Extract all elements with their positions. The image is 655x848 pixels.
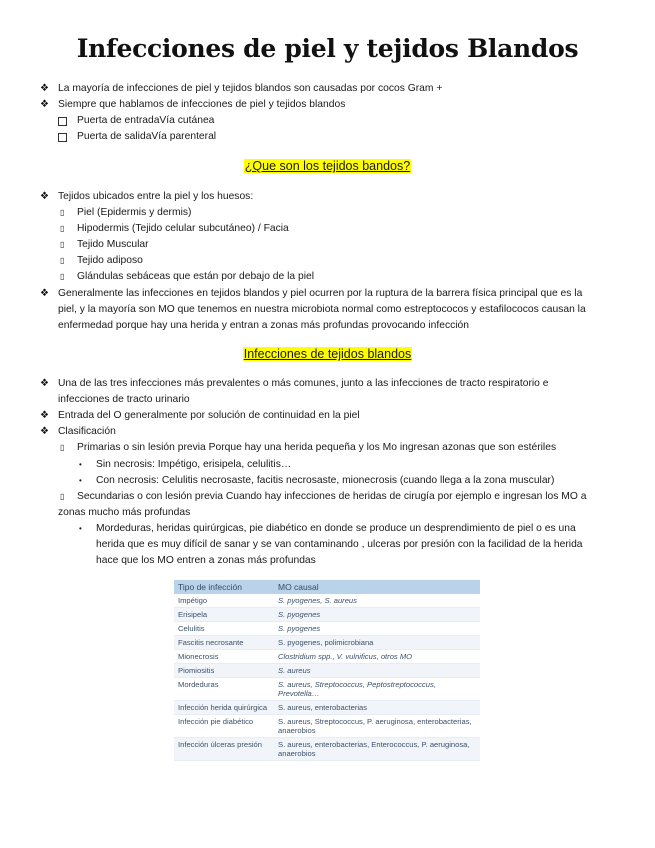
section1-bullet: Tejidos ubicados entre la piel y los huesos: <box>58 191 254 202</box>
section-heading-text: ¿Que son los tejidos bandos? <box>244 159 411 173</box>
intro-bullet: La mayoría de infecciones de piel y tejidos blandos son causadas por cocos Gram + <box>58 83 443 94</box>
diamond-bullet-icon: ❖ <box>40 191 49 202</box>
paragraph-line: piel, y la mayoría son MO que tenemos en nuestra microbiota normal como estreptococos y estafilococos causan la <box>58 304 586 315</box>
square-bullet-icon: ▯ <box>60 240 65 249</box>
classification-subitem-cont: hace que los MO entren a zonas más profundas <box>96 555 316 566</box>
intro-bullet: Siempre que hablamos de infecciones de piel y tejidos blandos <box>58 99 346 110</box>
diamond-bullet-icon: ❖ <box>40 288 49 299</box>
table-row <box>174 622 480 636</box>
table-cell: Mordeduras <box>174 678 274 701</box>
table-cell: S. pyogenes <box>274 622 480 636</box>
dot-bullet-icon: • <box>79 476 82 485</box>
table-header-cell: MO causal <box>274 580 480 594</box>
square-bullet-icon: ▯ <box>60 224 65 233</box>
table-row <box>174 715 480 738</box>
square-bullet-icon: ▯ <box>60 443 65 452</box>
dot-bullet-icon: • <box>79 460 82 469</box>
square-bullet-icon: ▯ <box>60 492 65 501</box>
paragraph-line: Generalmente las infecciones en tejidos blandos y piel ocurren por la ruptura de la barrera física principal que es la <box>58 288 583 299</box>
classification-subitem: Sin necrosis: Impétigo, erisipela, celulitis… <box>96 459 292 470</box>
table-row <box>174 738 480 761</box>
diamond-bullet-icon: ❖ <box>40 426 49 437</box>
table-row <box>174 636 480 650</box>
intro-sub-item: Puerta de salidaVía parenteral <box>77 131 217 142</box>
table-cell: S. aureus <box>274 664 480 678</box>
table-cell: S. pyogenes <box>274 608 480 622</box>
intro-sub-item: Puerta de entradaVía cutánea <box>77 115 215 126</box>
page-title: Infecciones de piel y tejidos Blandos <box>76 34 579 63</box>
diamond-bullet-icon: ❖ <box>40 83 49 94</box>
paragraph-line: Una de las tres infecciones más prevalentes o más comunes, junto a las infecciones de tracto respiratorio e <box>58 378 549 389</box>
table-row <box>174 678 480 701</box>
classification-item-cont: zonas mucho más profundas <box>58 507 191 518</box>
classification-item: Secundarias o con lesión previa Cuando hay infecciones de heridas de cirugía por ejemplo e ingresan los MO a <box>77 491 587 502</box>
table-cell: S. aureus, Streptococcus, P. aeruginosa, enterobacterias, anaerobios <box>274 715 480 738</box>
table-cell: Piomiositis <box>174 664 274 678</box>
classification-subitem-cont: herida que es muy difícil de sanar y se van contaminando , ulceras por presión con la facilidad de la herida <box>96 539 583 550</box>
table-row <box>174 650 480 664</box>
list-item: Piel (Epidermis y dermis) <box>77 207 192 218</box>
table-row <box>174 608 480 622</box>
table-cell: S. aureus, enterobacterias <box>274 701 480 715</box>
dot-bullet-icon: • <box>79 524 82 533</box>
table-cell: Infección pie diabético <box>174 715 274 738</box>
table-cell: Infección herida quirúrgica <box>174 701 274 715</box>
section2-bullet: Entrada del O generalmente por solución de continuidad en la piel <box>58 410 360 421</box>
table-row <box>174 664 480 678</box>
section-heading-infecciones <box>0 346 655 362</box>
list-item: Hipodermis (Tejido celular subcutáneo) / Facia <box>77 223 289 234</box>
table-cell: Celulitis <box>174 622 274 636</box>
table-header-row <box>174 580 480 594</box>
section-heading-text: Infecciones de tejidos blandos <box>243 347 412 361</box>
table-cell: Mionecrosis <box>174 650 274 664</box>
list-item: Tejido Muscular <box>77 239 149 250</box>
table-cell: Erisipela <box>174 608 274 622</box>
square-bullet-icon: ▯ <box>60 208 65 217</box>
table-cell: S. aureus, enterobacterias, Enterococcus, P. aeruginosa, anaerobios <box>274 738 480 761</box>
classification-subitem: Mordeduras, heridas quirúrgicas, pie diabético en donde se produce un desprendimiento de piel o es una <box>96 523 576 534</box>
table-cell: Clostridium spp., V. vulnificus, otros MO <box>274 650 480 664</box>
table-row <box>174 594 480 608</box>
square-bullet-icon: ▯ <box>60 272 65 281</box>
checkbox-bullet-icon <box>58 133 67 142</box>
checkbox-bullet-icon <box>58 117 67 126</box>
classification-subitem: Con necrosis: Celulitis necrosaste, facitis necrosaste, mionecrosis (cuando llega a la zona muscular) <box>96 475 555 486</box>
table-cell: S. aureus, Streptococcus, Peptostreptococcus, Prevotella… <box>274 678 480 701</box>
table-cell: Impétigo <box>174 594 274 608</box>
table-cell: Infección úlceras presión <box>174 738 274 761</box>
diamond-bullet-icon: ❖ <box>40 378 49 389</box>
table-cell: S. pyogenes, S. aureus <box>274 594 480 608</box>
section-heading-tejidos <box>0 158 655 174</box>
table-header-cell: Tipo de infección <box>174 580 274 594</box>
list-item: Tejido adiposo <box>77 255 143 266</box>
square-bullet-icon: ▯ <box>60 256 65 265</box>
diamond-bullet-icon: ❖ <box>40 99 49 110</box>
table-row <box>174 701 480 715</box>
paragraph-line: enfermedad porque hay una herida y entran a zonas más profundas provocando infección <box>58 320 470 331</box>
classification-item: Primarias o sin lesión previa Porque hay una herida pequeña y los Mo ingresan azonas que son estériles <box>77 442 557 453</box>
table-cell: S. pyogenes, polimicrobiana <box>274 636 480 650</box>
diamond-bullet-icon: ❖ <box>40 410 49 421</box>
infection-table <box>174 580 480 761</box>
paragraph-line: infecciones de tracto urinario <box>58 394 190 405</box>
table-cell: Fascitis necrosante <box>174 636 274 650</box>
list-item: Glándulas sebáceas que están por debajo de la piel <box>77 271 314 282</box>
section2-bullet: Clasificación <box>58 426 116 437</box>
